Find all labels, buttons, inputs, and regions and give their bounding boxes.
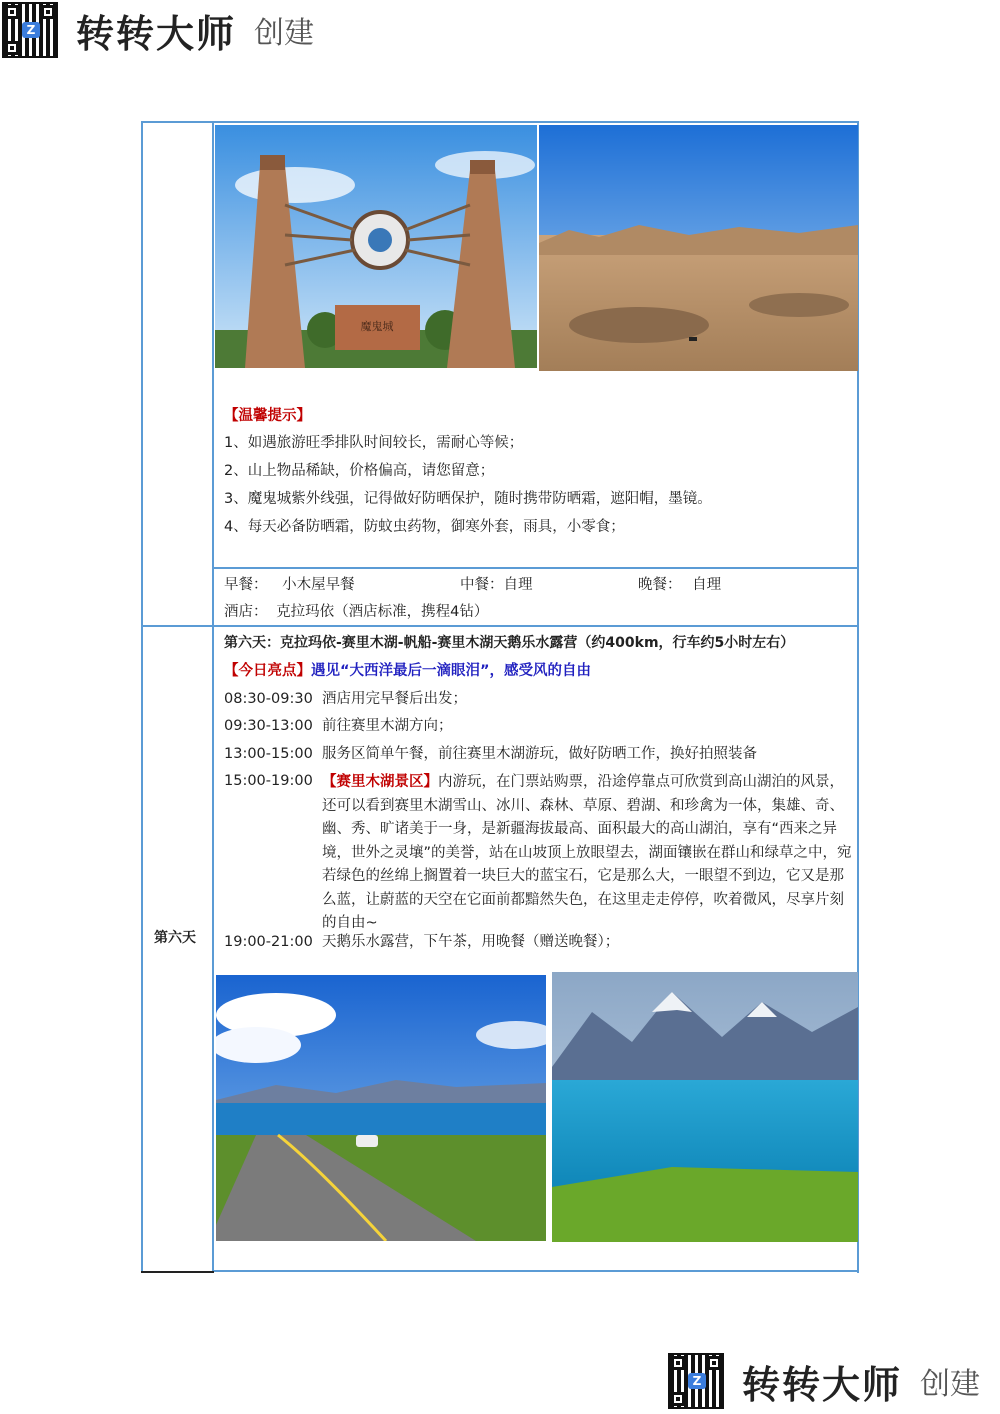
schedule-text: 内游玩，在门票站购票，沿途停靠点可欣赏到高山湖泊的风景，还可以看到赛里木湖雪山、冰川、森林、草原、碧湖、和珍禽为一体，集雄、奇、幽、秀、旷诸美于一身，是新疆海拔最高、面积最大的高山湖泊，享有“西来之异境，世外之灵壤”的美誉，站在山坡顶上放眼望去，湖面镶嵌在群山和绿草之中，宛若绿色的丝绵上搁置着一块巨大的蓝宝石，它是那么大，一眼望不到边，它又是那么蓝，让蔚蓝的天空在它面前都黯然失色，在这里走走停停，吹着微风，尽享片刻的自由~ xyxy=(322,774,852,931)
hotel-value: 克拉玛依（酒店标准，携程4钻） xyxy=(276,604,489,620)
tips-title: 【温馨提示】 xyxy=(224,408,311,424)
meal-dinner-label: 晚餐： xyxy=(638,577,682,593)
schedule-time: 19:00-21:00 xyxy=(224,934,313,950)
meal-lunch-label: 中餐： xyxy=(460,577,504,593)
day-highlight xyxy=(224,658,591,685)
schedule-time: 08:30-09:30 xyxy=(224,691,313,707)
schedule-item xyxy=(224,929,619,956)
brand-header xyxy=(2,2,314,58)
day-label: 第六天 xyxy=(154,930,196,946)
schedule-text: 前往赛里木湖方向； xyxy=(322,718,453,734)
day-title: 第六天：克拉玛依-赛里木湖-帆船-赛里木湖天鹅乐水露营（约400km，行车约5小时左右） xyxy=(224,635,795,651)
schedule-item-long xyxy=(322,771,852,936)
highlight-text: 遇见“大西洋最后一滴眼泪”，感受风的自由 xyxy=(311,663,592,679)
schedule-item xyxy=(224,741,757,768)
hotel xyxy=(224,599,488,626)
brand-footer xyxy=(668,1353,980,1409)
schedule-text: 服务区简单午餐，前往赛里木湖游玩，做好防晒工作，换好拍照装备 xyxy=(322,746,757,762)
schedule-time: 09:30-13:00 xyxy=(224,718,313,734)
schedule-text: 酒店用完早餐后出发； xyxy=(322,691,467,707)
photo-sayram-lake xyxy=(552,972,858,1242)
brand-name: 转转大师 xyxy=(76,11,237,56)
photo-lake-road xyxy=(216,975,546,1241)
meal-lunch xyxy=(460,572,533,599)
meal-dinner-value: 自理 xyxy=(692,577,722,593)
qr-code-icon: Z xyxy=(668,1353,724,1409)
tips-item: 1、如遇旅游旺季排队时间较长，需耐心等候； xyxy=(224,435,524,451)
schedule-item xyxy=(224,713,453,740)
scenic-tag: 【赛里木湖景区】 xyxy=(322,774,438,790)
tips-item: 4、每天必备防晒霜，防蚊虫药物，御寒外套，雨具，小零食； xyxy=(224,519,625,535)
meal-dinner xyxy=(638,572,721,599)
schedule-item xyxy=(224,686,467,713)
meal-lunch-value: 自理 xyxy=(503,577,533,593)
photo-devil-city-gate xyxy=(215,125,537,368)
schedule-time: 13:00-15:00 xyxy=(224,746,313,762)
hotel-label: 酒店： xyxy=(224,604,268,620)
brand-name: 转转大师 xyxy=(742,1362,903,1407)
brand-sub: 创建 xyxy=(920,1367,981,1402)
schedule-time: 15:00-19:00 xyxy=(224,773,313,789)
meal-breakfast-label: 早餐： xyxy=(224,577,268,593)
tips-item: 3、魔鬼城紫外线强，记得做好防晒保护，随时携带防晒霜，遮阳帽，墨镜。 xyxy=(224,491,712,507)
tips-item: 2、山上物品稀缺，价格偏高，请您留意； xyxy=(224,463,495,479)
qr-code-icon: Z xyxy=(2,2,58,58)
highlight-tag: 【今日亮点】 xyxy=(224,663,311,679)
schedule-text: 天鹅乐水露营，下午茶，用晚餐（赠送晚餐）； xyxy=(322,934,620,950)
meal-breakfast xyxy=(224,572,355,599)
meal-breakfast-value: 小木屋早餐 xyxy=(282,577,355,593)
brand-sub: 创建 xyxy=(254,16,315,51)
photo-devil-city-desert xyxy=(539,125,858,371)
gate-sign-text: 魔鬼城 xyxy=(360,320,394,333)
